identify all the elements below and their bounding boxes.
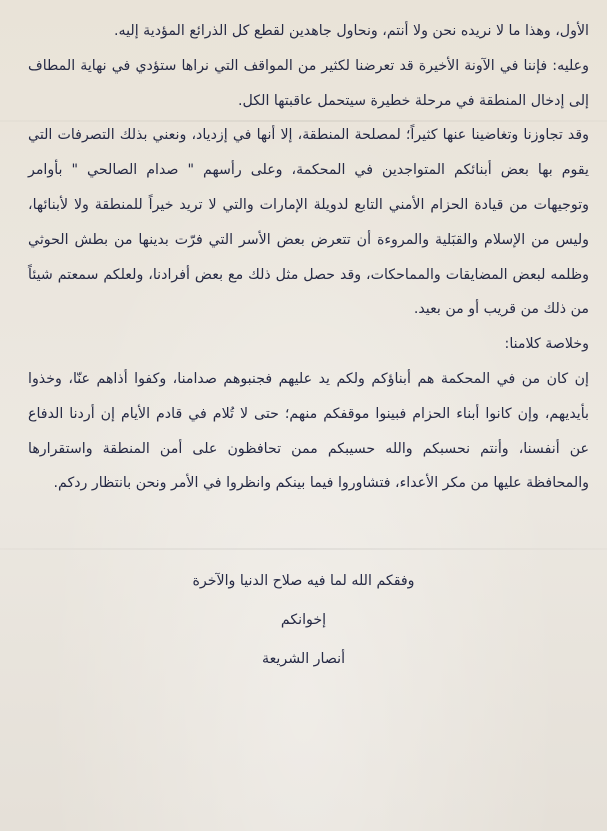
paragraph-summary-heading: وخلاصة كلامنا: [504, 336, 589, 353]
paragraph-intro: الأول، وهذا ما لا نريده نحن ولا أنتم، ونحاول جاهدين لقطع كل الذرائع المؤدية إليه. [113, 23, 589, 39]
letter-closing [0, 562, 607, 679]
paragraph-grievance: وقد تجاوزنا وتغاضينا عنها كثيراً؛ لمصلحة المنطقة، إلا أنها في إزدياد، ونعني بذلك التصرفات التي يقوم بها بعض أبنائكم المتواجدين في المحكمة، وعلى رأسهم " صدام الصالحي " بأوامر وتوجيهات من قيادة الحزام الأمني التابع لدويلة الإمارات والتي لا تريد خيراً للمنطقة ولا لأبنائها، وليس من الإسلام والقبَلية والمروءة أن تتعرض بعض الأسر التي فرّت بدينها من بطش الحوثي وظلمه لبعض المضايقات والمماحكات، وقد حصل مثل ذلك مع بعض أفرادنا، ولعلكم سمعتم شيئاً من ذلك من قريب أو من بعيد. [28, 127, 589, 318]
paragraph-summary: إن كان من في المحكمة هم أبناؤكم ولكم يد عليهم فجنبوهم صدامنا، وكفوا أذاهم عنّا، وخذوا بأيديهم، وإن كانوا أبناء الحزام فبينوا موقفكم منهم؛ حتى لا تُلام في قادم الأيام إن أردنا الدفاع عن أنفسنا، وأنتم نحسبكم والله حسيبكم ممن تحافظون على أمن المنطقة واستقرارها والمحافظة عليها من مكر الأعداء، فتشاوروا فيما بينكم وانظروا في الأمر ونحن بانتظار ردكم. [28, 370, 589, 492]
closing-brothers: إخوانكم [280, 612, 327, 628]
paper-fold-line [0, 548, 607, 550]
closing-signature: أنصار الشريعة [261, 651, 346, 667]
paragraph-situation: وعليه: فإننا في الآونة الأخيرة قد تعرضنا لكثير من المواقف التي نراها ستؤدي في نهاية المطاف إلى إدخال المنطقة في مرحلة خطيرة سيتحمل عاقبتها الكل. [28, 57, 589, 109]
closing-prayer: وفقكم الله لما فيه صلاح الدنيا والآخرة [192, 573, 415, 589]
letter-body [28, 14, 589, 501]
